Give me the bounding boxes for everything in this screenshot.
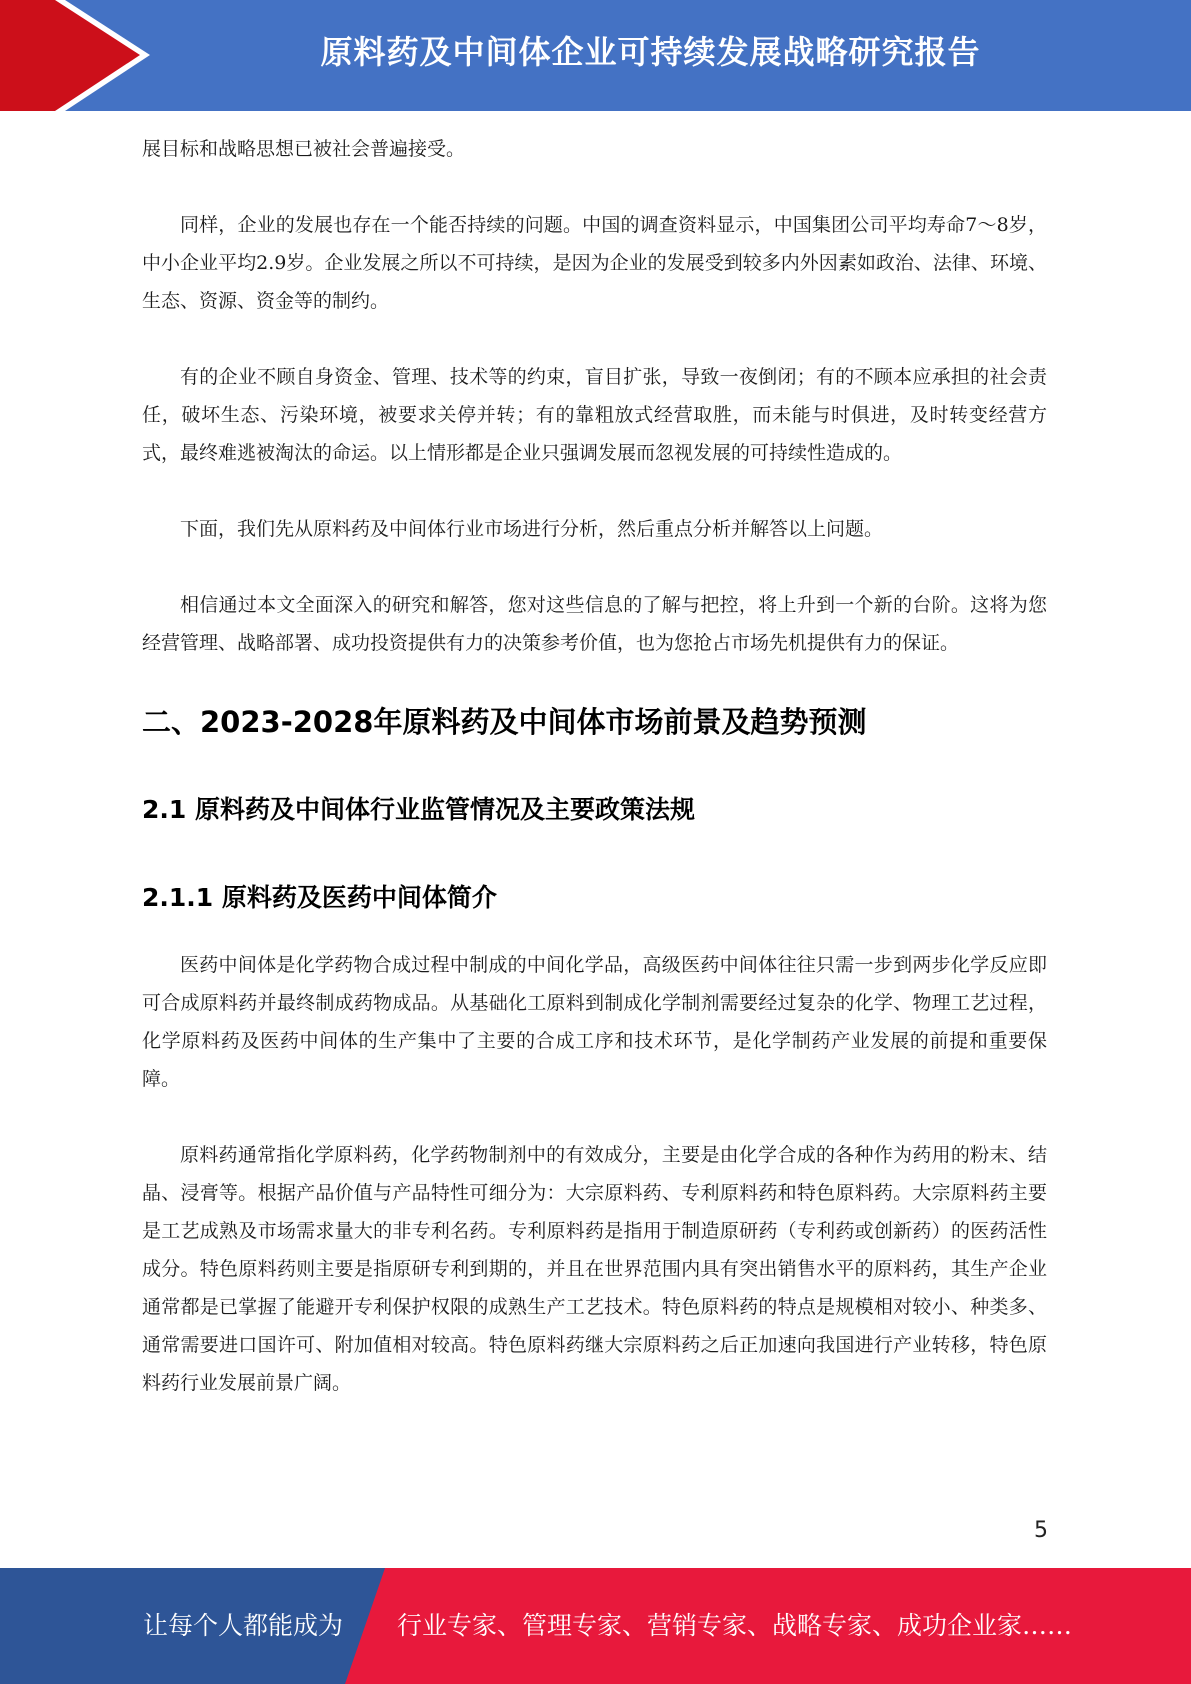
page-footer [0, 1568, 1191, 1684]
footer-slogan-right: 行业专家、管理专家、营销专家、战略专家、成功企业家…… [397, 1611, 1073, 1640]
paragraph: 原料药通常指化学原料药，化学药物制剂中的有效成分，主要是由化学合成的各种作为药用的粉末、结晶、浸膏等。根据产品价值与产品特性可细分为：大宗原料药、专利原料药和特色原料药。大宗原料药主要是工艺成熟及市场需求量大的非专利名药。专利原料药是指用于制造原研药（专利药或创新药）的医药活性成分。特色原料药则主要是指原研专利到期的，并且在世界范围内具有突出销售水平的原料药，其生产企业通常都是已掌握了能避开专利保护权限的成熟生产工艺技术。特色原料药的特点是规模相对较小、种类多、通常需要进口国许可、附加值相对较高。特色原料药继大宗原料药之后正加速向我国进行产业转移，特色原料药行业发展前景广阔。 [142, 1144, 1047, 1394]
paragraph: 相信通过本文全面深入的研究和解答，您对这些信息的了解与把控，将上升到一个新的台阶。这将为您经营管理、战略部署、成功投资提供有力的决策参考价值，也为您抢占市场先机提供有力的保证。 [142, 594, 1047, 654]
paragraph: 下面，我们先从原料药及中间体行业市场进行分析，然后重点分析并解答以上问题。 [180, 518, 884, 540]
paragraph: 同样，企业的发展也存在一个能否持续的问题。中国的调查资料显示，中国集团公司平均寿命7～8岁，中小企业平均2.9岁。企业发展之所以不可持续，是因为企业的发展受到较多内外因素如政治、法律、环境、生态、资源、资金等的制约。 [142, 214, 1047, 312]
subsection-heading: 2.1.1 原料药及医药中间体简介 [142, 883, 497, 912]
page-content [142, 130, 1047, 1402]
report-title: 原料药及中间体企业可持续发展战略研究报告 [320, 33, 981, 71]
header-arrow-decoration [0, 0, 150, 111]
page-number: 5 [1034, 1518, 1048, 1543]
section-heading: 二、2023-2028年原料药及中间体市场前景及趋势预测 [142, 705, 867, 739]
footer-slogan-left: 让每个人都能成为 [143, 1611, 344, 1640]
paragraph: 有的企业不顾自身资金、管理、技术等的约束，盲目扩张，导致一夜倒闭；有的不顾本应承担的社会责任，破坏生态、污染环境，被要求关停并转；有的靠粗放式经营取胜，而未能与时俱进，及时转变经营方式，最终难逃被淘汰的命运。以上情形都是企业只强调发展而忽视发展的可持续性造成的。 [142, 366, 1047, 464]
page-header [0, 0, 1191, 111]
subsection-heading: 2.1 原料药及中间体行业监管情况及主要政策法规 [142, 795, 695, 824]
paragraph: 展目标和战略思想已被社会普遍接受。 [142, 138, 466, 160]
paragraph: 医药中间体是化学药物合成过程中制成的中间化学品，高级医药中间体往往只需一步到两步化学反应即可合成原料药并最终制成药物成品。从基础化工原料到制成化学制剂需要经过复杂的化学、物理工艺过程，化学原料药及医药中间体的生产集中了主要的合成工序和技术环节，是化学制药产业发展的前提和重要保障。 [142, 954, 1047, 1090]
